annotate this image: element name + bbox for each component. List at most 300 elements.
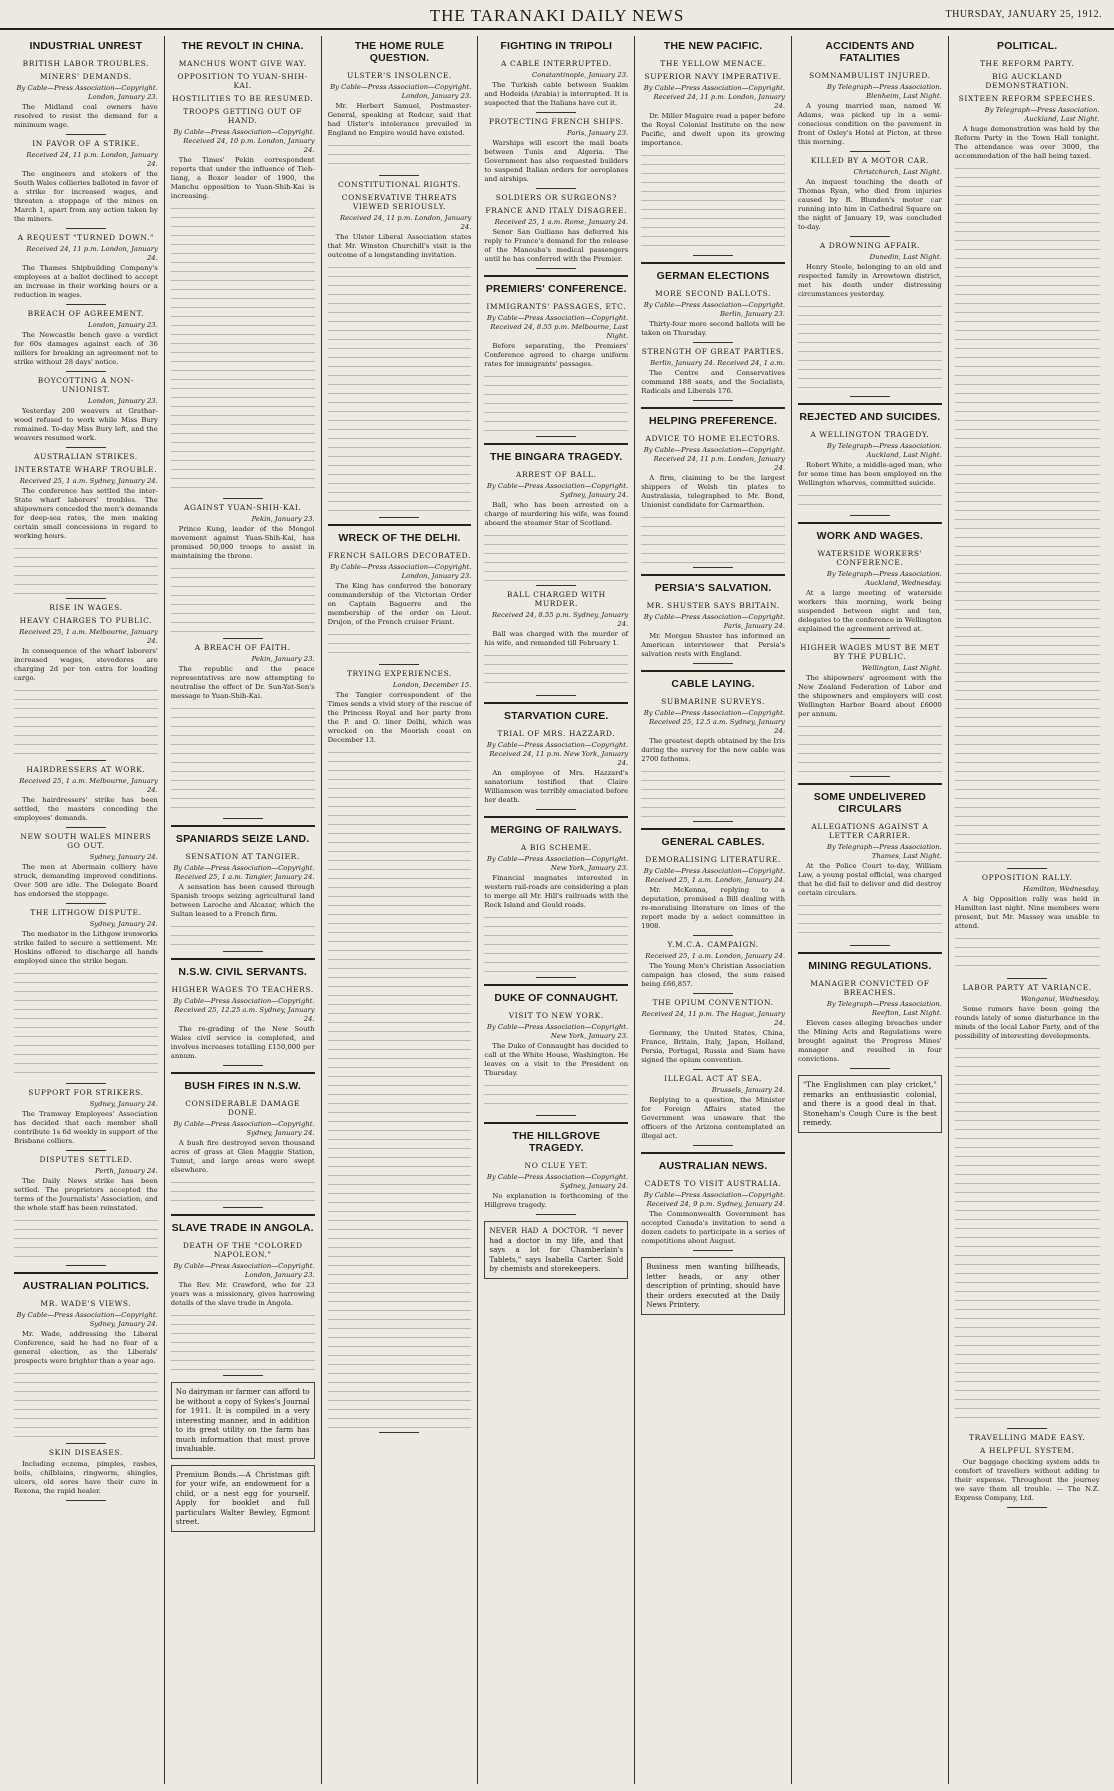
subheading: MINERS' DEMANDS. <box>39 72 132 81</box>
section-divider <box>536 809 576 810</box>
section-divider <box>850 151 890 152</box>
subheading: TRAVELLING MADE EASY. <box>968 1433 1086 1442</box>
section-divider <box>536 436 576 437</box>
headline: INDUSTRIAL UNREST <box>29 40 143 52</box>
article-text: The mediator in the Lithgow ironworks strike failed to secure a settlement. Mr. Hoskins offered to discharge all hands employed since the strike began. <box>14 930 158 965</box>
article-text: A bush fire destroyed seven thousand acres of grass at Glen Maggie Station, Tumut, and large areas were swept elsewhere. <box>170 1139 315 1174</box>
dateline: By Cable—Press Association—Copyright. Received 24, 11 p.m. New York, January 24. <box>486 741 629 767</box>
article-text-continuation <box>641 151 785 251</box>
article <box>171 825 315 952</box>
headline: THE HILLGROVE TRAGEDY. <box>512 1130 601 1154</box>
article <box>14 233 158 305</box>
article-text: The Centre and Conservatives command 188 seats, and the Socialists, Radicals and Liberals 176. <box>641 369 785 395</box>
article-text-continuation <box>484 913 628 973</box>
article <box>14 765 158 828</box>
section-divider <box>223 1065 263 1066</box>
article-text: Before separating, the Premiers' Conference agreed to charge uniform rates for immigrants' passages. <box>484 342 629 368</box>
headline: GERMAN ELECTIONS <box>656 270 770 282</box>
article-text: Our baggage checking system adds to comfort of travellers without adding to their expense. Throughout the journey we save them all trouble. — The N.Z. Express Company, Ltd. <box>954 1458 1100 1502</box>
subheading: SUBMARINE SURVEYS. <box>661 697 765 706</box>
section-divider <box>1007 1507 1047 1508</box>
article-text: Mr. Morgan Shuster has informed an American interviewer that Persia's salvation rests with England. <box>641 632 785 658</box>
subheading: DEATH OF THE "COLORED NAPOLEON." <box>182 1241 303 1259</box>
advertisement: NEVER HAD A DOCTOR. "I never had a doctor in my life, and that says a lot for Chamberlain's Tablets," says Isabella Carter. Sold by chemists and storekeepers. <box>484 1221 628 1279</box>
article-text: The engineers and stokers of the South Wales collieries balloted in favor of a strike for increased wages, and threaten a stoppage of the mines on March 1, apart from any action taken by the miners. <box>14 170 158 223</box>
article <box>484 193 628 269</box>
dateline: Received 25, 1 a.m. Sydney, January 24. <box>19 477 158 485</box>
article-text-continuation <box>171 704 315 814</box>
article-text: A young married man, named W. Adams, was picked up in a semi-conscious condition on the pavement in front of Oxley's Hotel at Picton, at three this morning. <box>797 102 942 146</box>
subheading: PROTECTING FRENCH SHIPS. <box>488 117 624 126</box>
article-text: The Rev. Mr. Crawford, who for 23 years was a missionary, gives harrowing details of the slave trade in Angola. <box>170 1281 315 1307</box>
article <box>484 702 628 810</box>
subheading: HIGHER WAGES TO TEACHERS. <box>171 985 314 994</box>
dateline: Sydney, January 24. <box>89 920 158 928</box>
article <box>14 36 158 135</box>
article <box>14 309 158 372</box>
subheading: ULSTER'S INSOLENCE. <box>347 71 452 80</box>
dateline: Brussels, January 24. <box>711 1086 785 1094</box>
section-divider <box>536 977 576 978</box>
heading-rule <box>641 1152 785 1154</box>
subheading: ADVICE TO HOME ELECTORS. <box>645 434 781 443</box>
dateline: London, December 15. <box>392 681 472 689</box>
article-text: Yesterday 200 weavers at Grathar-wood refused to work while Miss Bury remained. To-day Miss Bury left, and the weavers resumed work. <box>14 407 158 442</box>
subheading: STRENGTH OF GREAT PARTIES. <box>641 347 785 356</box>
news-column <box>949 36 1106 1784</box>
dateline: Received 24, 11 p.m. London, January 24. <box>340 214 472 231</box>
article-text: Some rumors have been going the rounds lately of some disturbance in the minds of the local Labor Party, and of the possibility of interesting developments. <box>954 1005 1100 1040</box>
subheading: BALL CHARGED WITH MURDER. <box>506 590 606 608</box>
dateline: By Cable—Press Association—Copyright. Received 25, 1 a.m. Tangier, January 24. <box>173 864 315 881</box>
article-text: The Midland coal owners have resolved to resist the demand for a minimum wage. <box>14 103 158 129</box>
section-divider <box>66 760 106 761</box>
article-text-continuation <box>955 164 1100 864</box>
article-text: Financial magnates interested in western rail-roads are considering a plan to merge all Mr. Hill's railroads with the Rock Island and Gould roads. <box>484 874 629 909</box>
subheading: INTERSTATE WHARF TROUBLE. <box>14 465 158 474</box>
heading-rule <box>14 1272 158 1274</box>
subheading: A BIG SCHEME. <box>520 843 592 852</box>
section-divider <box>223 818 263 819</box>
article-text-continuation <box>328 141 472 171</box>
article <box>484 984 628 1116</box>
dateline: London, January 23. <box>88 397 158 405</box>
article-text-continuation <box>955 1044 1100 1424</box>
dateline: Sydney, January 24. <box>89 1100 158 1108</box>
heading-rule <box>641 828 785 830</box>
article-text: Ball was charged with the murder of his wife, and remanded till February 1. <box>484 630 629 647</box>
headline: ACCIDENTS AND FATALITIES <box>825 40 915 64</box>
heading-rule <box>171 1072 315 1074</box>
section-divider <box>66 1265 106 1266</box>
article <box>171 1465 315 1532</box>
article-text-continuation <box>328 263 472 513</box>
article-text-continuation <box>484 651 628 691</box>
section-divider <box>66 1443 106 1444</box>
dateline: By Cable—Press Association—Copyright. London, January 23. <box>173 1262 315 1279</box>
subheading: WATERSIDE WORKERS' CONFERENCE. <box>817 549 923 567</box>
dateline: Received 25, 1 a.m. Rome, January 24. <box>494 218 629 226</box>
headline: SPANIARDS SEIZE LAND. <box>175 833 310 845</box>
dateline: Received 25, 1 a.m. London, January 24. <box>645 952 785 960</box>
article <box>798 1075 942 1133</box>
dateline: By Cable—Press Association—Copyright. Received 25, 12.5 a.m. Sydney, January 24. <box>643 709 785 735</box>
article-text: The Young Men's Christian Association campaign has closed, the sum raised being £66,857. <box>641 962 785 988</box>
section-divider <box>1007 978 1047 979</box>
article-text: Mr. Herbert Samuel, Postmaster-General, speaking at Redcar, said that had Ulster's intolerance prevailed in England no Empire would have existed. <box>327 102 472 137</box>
subheading: CONSIDERABLE DAMAGE DONE. <box>185 1099 301 1117</box>
section-divider <box>850 776 890 777</box>
dateline: Pekin, January 23. <box>251 655 315 663</box>
section-divider <box>1007 1428 1047 1429</box>
subheading: FRANCE AND ITALY DISAGREE. <box>485 206 628 215</box>
dateline: Hamilton, Wednesday. <box>1023 885 1100 893</box>
subheading: VISIT TO NEW YORK. <box>508 1011 604 1020</box>
dateline: By Cable—Press Association—Copyright. Sydney, January 24. <box>173 1120 315 1137</box>
dateline: Received 25, 1 a.m. Melbourne, January 24. <box>19 628 158 645</box>
subheading: KILLED BY A MOTOR CAR. <box>810 156 930 165</box>
article-text-continuation <box>328 748 472 1428</box>
dateline: Berlin, January 24. Received 24, 1 a.m. <box>650 359 785 367</box>
dateline: By Cable—Press Association—Copyright. Sydney, January 24. <box>486 1173 629 1190</box>
article-text-continuation <box>641 513 785 563</box>
article <box>484 36 628 113</box>
section-divider <box>66 1500 106 1501</box>
article-text: Warships will escort the mail boats between Tunis and Algeria. The Government has also requested builders to suspend Italian orders for aeroplanes and airships. <box>484 139 629 183</box>
advertisement: No dairyman or farmer can afford to be without a copy of Sykes's Journal for 1911. It is compiled in a very interesting manner, and in addition to its great utility on the farm has much information that must prove invaluable. <box>171 1382 315 1459</box>
article-text-continuation <box>14 1216 158 1261</box>
article <box>484 275 628 437</box>
subheading: MR. SHUSTER SAYS BRITAIN. <box>646 601 780 610</box>
section-divider <box>850 638 890 639</box>
article <box>14 376 158 448</box>
subheading: A CABLE INTERRUPTED. <box>501 59 612 68</box>
article <box>641 998 785 1070</box>
subheading: AUSTRALIAN STRIKES. <box>34 452 138 461</box>
section-divider <box>693 1250 733 1251</box>
article-text: An inquest touching the death of Thomas Ryan, who died from injuries caused by R. Blunden's motor car running into him in Cathedral Square on the night of January 19, was concluded to-day. <box>797 178 942 231</box>
article-text-continuation <box>171 204 315 494</box>
section-divider <box>66 304 106 305</box>
article-text-continuation <box>14 544 158 594</box>
article-text: The shipowners' agreement with the New Zealand Federation of Labor and the shipowners and employers will cost Wellington Harbor Board about £6000 per annum. <box>797 674 942 718</box>
dateline: Received 25, 1 a.m. Melbourne, January 24. <box>19 777 158 794</box>
article <box>641 670 785 822</box>
news-column <box>165 36 322 1784</box>
subheading: HIGHER WAGES MUST BE MET BY THE PUBLIC. <box>800 643 940 661</box>
headline: HELPING PREFERENCE. <box>649 415 778 427</box>
heading-rule <box>798 522 942 524</box>
article <box>798 36 942 152</box>
article-text: The Tangier correspondent of the Times sends a vivid story of the rescue of the Princess Royal and her party from the P. and O. liner Delhi, which was wrecked on the Moorish coast on December 13. <box>327 691 472 744</box>
section-divider <box>850 1068 890 1069</box>
article-text-continuation <box>641 767 785 817</box>
subheading: A BREACH OF FAITH. <box>194 643 291 652</box>
news-column <box>322 36 479 1784</box>
article-text: The Thames Shipbuilding Company's employees at a ballot declined to accept an increase in their working hours or a reduction in wages. <box>14 264 158 299</box>
article-text: Dr. Miller Maguire read a paper before the Royal Colonial Institute on the new Pacific, and dwelt upon its growing importance. <box>641 112 785 147</box>
headline: THE REVOLT IN CHINA. <box>181 40 304 52</box>
heading-rule <box>484 816 628 818</box>
article-text: The Times' Pekin correspondent reports that under the influence of Tieh-liang, a Boxer leader of 1900, the Manchu opposition to Yuan-Shih-Kai is increasing. <box>170 156 315 200</box>
article <box>484 443 628 586</box>
headline: WRECK OF THE DELHI. <box>338 532 461 544</box>
article-text-continuation <box>14 969 158 1079</box>
section-divider <box>379 517 419 518</box>
article <box>641 1257 785 1315</box>
article-text: A big Opposition rally was held in Hamilton last night. Nine members were present, but Mr. Massey was unable to attend. <box>954 895 1100 930</box>
dateline: By Cable—Press Association—Copyright. Received 24, 11 p.m. London, January 24. <box>643 84 785 110</box>
article-text-continuation <box>798 491 942 511</box>
section-divider <box>693 935 733 936</box>
subheading: SIXTEEN REFORM SPEECHES. <box>958 94 1096 103</box>
article <box>328 524 472 665</box>
dateline: Paris, January 23. <box>566 129 629 137</box>
article <box>641 347 785 401</box>
dateline: By Cable—Press Association—Copyright. Received 24, 10 p.m. London, January 24. <box>173 128 315 154</box>
dateline: By Cable—Press Association—Copyright. New York, January 23. <box>486 855 629 872</box>
article-text: The republic and the peace representatives are now attempting to neutralise the effect of Dr. Sun-Yat-Sen's message to Yuan-Shih-Kai. <box>170 665 315 700</box>
article-text-continuation <box>171 1178 315 1203</box>
dateline: Constantinople, January 23. <box>531 71 629 79</box>
section-divider <box>536 1115 576 1116</box>
dateline: By Cable—Press Association—Copyright. Received 24, 8.55 p.m. Melbourne, Last Night. <box>486 314 629 340</box>
news-column <box>792 36 949 1784</box>
section-divider <box>223 638 263 639</box>
article <box>171 503 315 639</box>
subheading: DISPUTES SETTLED. <box>39 1155 133 1164</box>
section-divider <box>850 945 890 946</box>
dateline: By Cable—Press Association—Copyright. New York, January 23. <box>486 1023 629 1040</box>
article <box>641 940 785 994</box>
section-divider <box>693 821 733 822</box>
article <box>484 816 628 978</box>
headline: BUSH FIRES IN N.S.W. <box>184 1080 301 1092</box>
subheading: HEAVY CHARGES TO PUBLIC. <box>19 616 153 625</box>
heading-rule <box>484 702 628 704</box>
section-divider <box>536 188 576 189</box>
dateline: By Cable—Press Association—Copyright. Sydney, January 24. <box>486 482 629 499</box>
article <box>484 117 628 189</box>
section-divider <box>536 585 576 586</box>
article-text: Eleven cases alleging breaches under the Mining Acts and Regulations were brought against the Progress Mines' manager and resulted in four convictions. <box>797 1019 942 1063</box>
subheading: BREACH OF AGREEMENT. <box>27 309 145 318</box>
article-text-continuation <box>14 686 158 756</box>
article <box>14 603 158 761</box>
article <box>14 832 158 904</box>
article <box>171 1072 315 1208</box>
subheading: CONSTITUTIONAL RIGHTS. <box>338 180 461 189</box>
article <box>798 643 942 777</box>
article-text: A sensation has been caused through Spanish troops seizing agricultural land between Laroche and Alcazar, which the Sultan leased to a French firm. <box>170 883 315 918</box>
dateline: By Cable—Press Association—Copyright. Berlin, January 23. <box>643 301 785 318</box>
news-columns <box>8 36 1106 1784</box>
headline: THE BINGARA TRAGEDY. <box>490 451 623 463</box>
article <box>798 156 942 237</box>
subheading: SUPPORT FOR STRIKERS. <box>28 1088 144 1097</box>
section-divider <box>223 1207 263 1208</box>
headline: STARVATION CURE. <box>504 710 609 722</box>
subheading: THE YELLOW MENACE. <box>660 59 766 68</box>
section-divider <box>850 396 890 397</box>
article <box>955 36 1100 869</box>
heading-rule <box>171 825 315 827</box>
article <box>641 1152 785 1251</box>
article <box>484 1122 628 1215</box>
article-text-continuation <box>955 934 1100 974</box>
article-text: Henry Steele, belonging to an old and respected family in Arrowtown district, met his death under distressing circumstances yesterday. <box>797 263 942 298</box>
dateline: Received 24, 11 p.m. The Hague, January 24. <box>641 1010 785 1027</box>
heading-rule <box>641 670 785 672</box>
article <box>798 241 942 397</box>
news-column <box>478 36 635 1784</box>
article-text: The Turkish cable between Suakim and Hodeida (Arabia) is interrupted. It is suspected that the Italians have cut it. <box>484 81 629 107</box>
dateline: By Telegraph—Press Association. Auckland, Wednesday. <box>826 570 942 587</box>
article-text-continuation <box>484 531 628 581</box>
subheading: ILLEGAL ACT AT SEA. <box>664 1074 763 1083</box>
article <box>641 828 785 936</box>
subheading: A HELPFUL SYSTEM. <box>979 1446 1075 1455</box>
heading-rule <box>328 524 472 526</box>
dateline: Christchurch, Last Night. <box>853 168 942 176</box>
article <box>641 262 785 343</box>
article <box>14 1155 158 1266</box>
subheading: ALLEGATIONS AGAINST A LETTER CARRIER. <box>811 822 929 840</box>
article-text: Thirty-four more second ballots will be taken on Thursday. <box>641 320 785 337</box>
masthead <box>0 0 1114 30</box>
article-text: The Ulster Liberal Association states that Mr. Winston Churchill's visit is the outcome of a longstanding invitation. <box>327 233 472 259</box>
article-text-continuation <box>14 1369 158 1439</box>
article-text: The King has conferred the honorary commandership of the Victorian Order on Captain Baguerre and the membership of the order on Lieut. Drujon, of the French cruiser Friant. <box>327 582 472 626</box>
headline: DUKE OF CONNAUGHT. <box>494 992 619 1004</box>
headline: THE NEW PACIFIC. <box>663 40 763 52</box>
section-divider <box>66 827 106 828</box>
article-text: Mr. McKenna, replying to a deputation, promised a Bill dealing with re-moralising literature on lines of the report made by a select committee in 1908. <box>641 886 785 930</box>
subheading: Y.M.C.A. CAMPAIGN. <box>667 940 759 949</box>
subheading: IN FAVOR OF A STRIKE. <box>32 139 140 148</box>
article <box>641 407 785 568</box>
section-divider <box>66 1150 106 1151</box>
headline: MINING REGULATIONS. <box>808 960 932 972</box>
subheading: SKIN DISEASES. <box>48 1448 123 1457</box>
article-text: In consequence of the wharf laborers' increased wages, stevedores are charging 2d per ton extra for loading cargo. <box>14 647 158 682</box>
subheading: CONSERVATIVE THREATS VIEWED SERIOUSLY. <box>341 193 458 211</box>
subheading: THE REFORM PARTY. <box>979 59 1075 68</box>
newspaper-title: THE TARANAKI DAILY NEWS <box>429 6 685 25</box>
article-text: The Commonwealth Government has accepted Canada's invitation to send a dozen cadets to participate in a series of competitions about August. <box>641 1210 785 1245</box>
article-text-continuation <box>798 901 942 941</box>
dateline: London, January 23. <box>88 321 158 329</box>
headline: MERGING OF RAILWAYS. <box>490 824 622 836</box>
dateline: Wellington, Last Night. <box>861 664 942 672</box>
heading-rule <box>171 958 315 960</box>
headline: GENERAL CABLES. <box>661 836 765 848</box>
article-text-continuation <box>484 1081 628 1111</box>
subheading: A DROWNING AFFAIR. <box>819 241 920 250</box>
heading-rule <box>641 407 785 409</box>
article <box>328 180 472 518</box>
headline: THE HOME RULE QUESTION. <box>354 40 445 64</box>
article <box>328 36 472 176</box>
subheading: BOYCOTTING A NON-UNIONIST. <box>37 376 135 394</box>
issue-date: THURSDAY, JANUARY 25, 1912. <box>945 9 1102 20</box>
subheading: SOMNAMBULIST INJURED. <box>809 71 931 80</box>
subheading: MR. WADE'S VIEWS. <box>40 1299 132 1308</box>
dateline: Received 24, 11 p.m. London, January 24. <box>26 151 158 168</box>
headline: SLAVE TRADE IN ANGOLA. <box>171 1222 314 1234</box>
dateline: By Cable—Press Association—Copyright. Paris, January 24. <box>643 613 785 630</box>
article <box>14 139 158 229</box>
article-text: An employee of Mrs. Hazzard's sanatorium testified that Claire Williamson was terribly emaciated before her death. <box>484 769 629 804</box>
subheading: SOLDIERS OR SURGEONS? <box>495 193 617 202</box>
section-divider <box>223 498 263 499</box>
advertisement: Business men wanting billheads, letter heads, or any other description of printing, should have their orders executed at the Daily News Printery. <box>641 1257 785 1315</box>
section-divider <box>536 268 576 269</box>
section-divider <box>66 134 106 135</box>
article-text: The conference has settled the inter-State wharf laborers' troubles. The shipowners conceded the men's demands for deep-sea rates, the men making certain small concessions in regard to working hours. <box>14 487 158 540</box>
subheading: DEMORALISING LITERATURE. <box>645 855 781 864</box>
headline: POLITICAL. <box>997 40 1058 52</box>
heading-rule <box>484 275 628 277</box>
article-text: The Tramway Employees' Association has decided that each member shall contribute 1s 6d weekly in support of the Brisbane colliers. <box>14 1110 158 1145</box>
heading-rule <box>798 403 942 405</box>
section-divider <box>223 1375 263 1376</box>
dateline: By Cable—Press Association—Copyright. Sydney, January 24. <box>16 1311 158 1328</box>
article-text: The Daily News strike has been settled. The proprietors accepted the terms of the Journalists' Association, and the whole staff has been reinstated. <box>14 1177 158 1212</box>
article-text: Including eczema, pimples, rashes, boils, chilblains, ringworm, shingles, ulcers, old sores have their cure in Rexona, the rapid healer. <box>14 1460 158 1495</box>
subheading: THE LITHGOW DISPUTE. <box>30 908 142 917</box>
dateline: Pekin, January 23. <box>251 515 315 523</box>
headline: FIGHTING IN TRIPOLI <box>500 40 613 52</box>
subheading: RISE IN WAGES. <box>49 603 123 612</box>
subheading: CADETS TO VISIT AUSTRALIA. <box>644 1179 782 1188</box>
heading-rule <box>798 952 942 954</box>
article-text-continuation <box>484 372 628 432</box>
heading-rule <box>484 443 628 445</box>
dateline: By Telegraph—Press Association. Thames, Last Night. <box>826 843 942 860</box>
section-divider <box>66 447 106 448</box>
section-divider <box>693 993 733 994</box>
headline: AUSTRALIAN POLITICS. <box>22 1280 150 1292</box>
section-divider <box>1007 868 1047 869</box>
subheading: LABOR PARTY AT VARIANCE. <box>962 983 1092 992</box>
subheading: AGAINST YUAN-SHIH-KAI. <box>183 503 302 512</box>
dateline: By Cable—Press Association—Copyright. London, January 23. <box>330 563 472 580</box>
section-divider <box>850 515 890 516</box>
subheading: MORE SECOND BALLOTS. <box>655 289 772 298</box>
article <box>798 952 942 1069</box>
section-divider <box>693 255 733 256</box>
article-text: Prince Kung, leader of the Mongol movement against Yuan-Shih-Kai, has promised 50,000 troops to assist in maintaining the throne. <box>170 525 315 560</box>
heading-rule <box>798 783 942 785</box>
section-divider <box>536 112 576 113</box>
subheading: NEW SOUTH WALES MINERS GO OUT. <box>20 832 152 850</box>
subheading: TROOPS GETTING OUT OF HAND. <box>183 107 303 125</box>
dateline: Perth, January 24. <box>95 1167 158 1175</box>
article <box>14 452 158 599</box>
dateline: By Telegraph—Press Association. Blenheim, Last Night. <box>826 83 942 100</box>
article <box>641 36 785 256</box>
headline: REJECTED AND SUICIDES. <box>799 411 941 423</box>
subheading: OPPOSITION RALLY. <box>981 873 1073 882</box>
article-text: Ball, who has been arrested on a charge of murdering his wife, was found aboard the steamer Star of Scotland. <box>484 501 629 527</box>
section-divider <box>379 664 419 665</box>
advertisement: "The Englishmen can play cricket," remarks an enthusiastic colonial, and there is a good deal in that. Stoneham's Cough Cure is the best remedy. <box>798 1075 942 1133</box>
article <box>14 1448 158 1501</box>
section-divider <box>66 598 106 599</box>
news-column <box>8 36 165 1784</box>
dateline: Sydney, January 24. <box>89 853 158 861</box>
